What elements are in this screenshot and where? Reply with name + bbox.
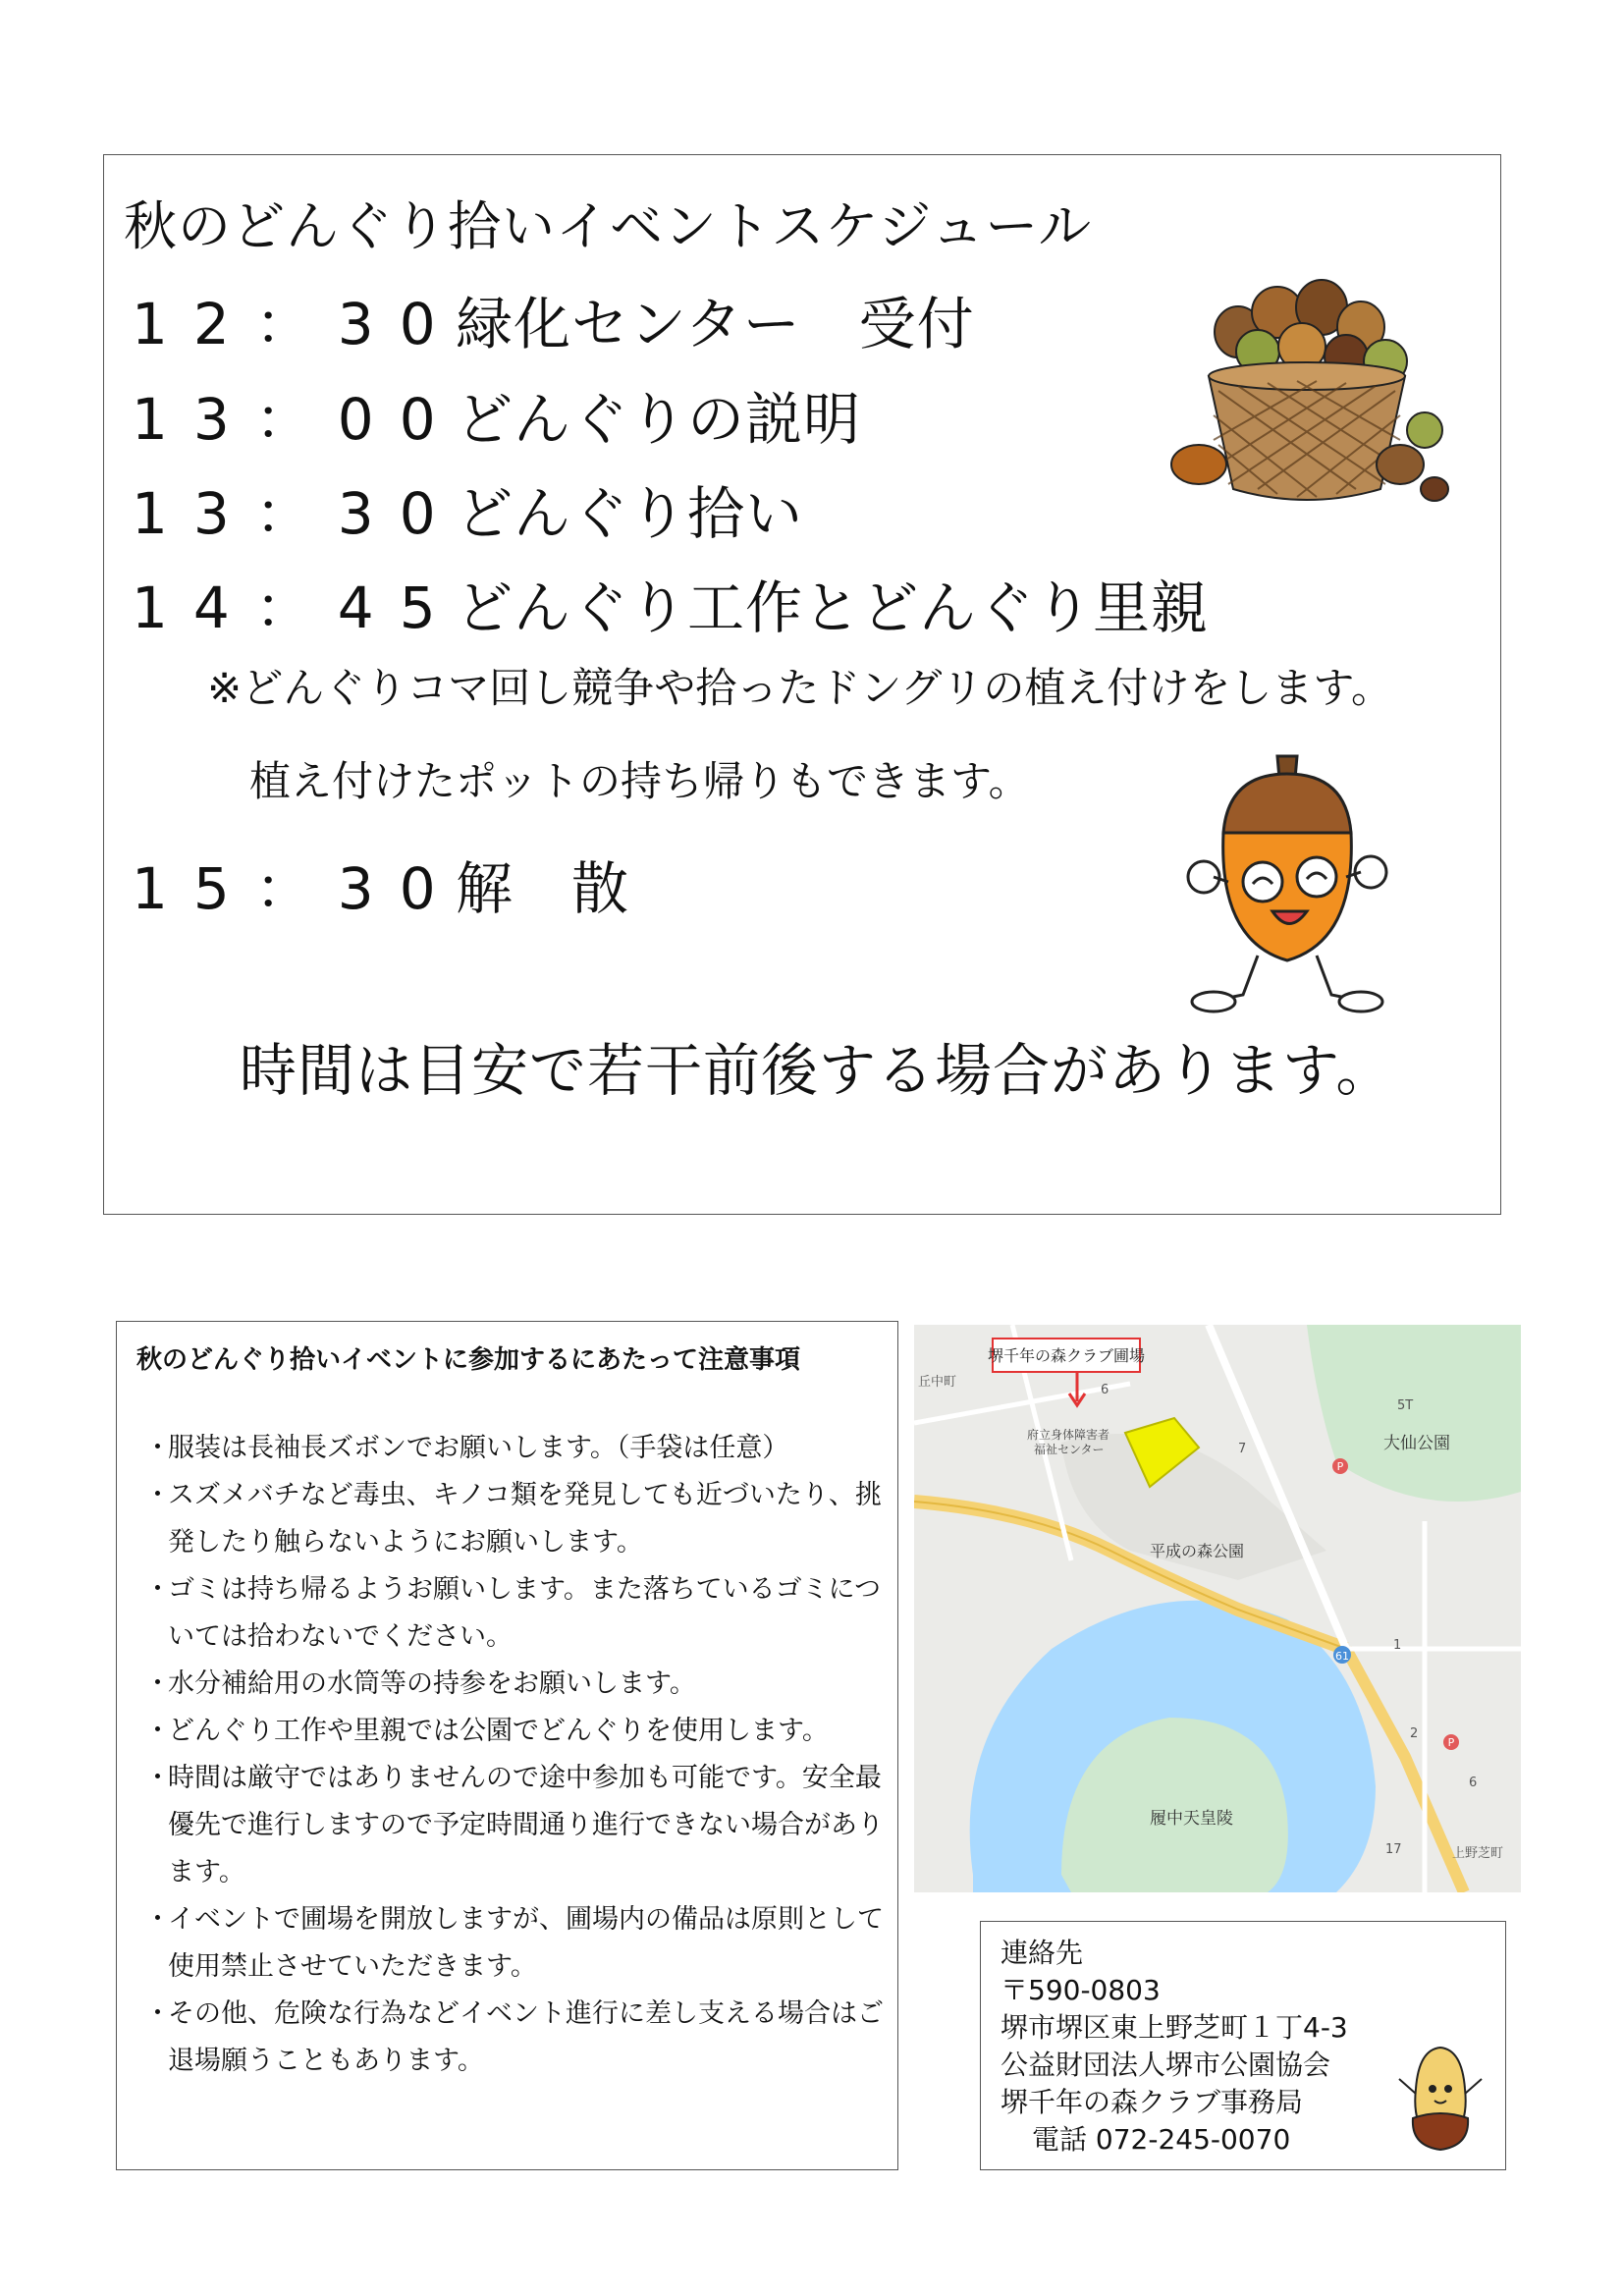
list-item: ・ 時間は厳守ではありませんので途中参加も可能です。安全最優先で進行しますので予定時間通り進行できない場合があります。 bbox=[144, 1763, 884, 1887]
map-label-6b: 6 bbox=[1101, 1383, 1109, 1397]
schedule-time: 14：45 bbox=[132, 574, 461, 641]
schedule-label: どんぐりの説明 bbox=[456, 386, 862, 453]
parking-icon-2: P bbox=[1447, 1736, 1455, 1749]
schedule-panel bbox=[103, 154, 1501, 1215]
schedule-time: 12：30 bbox=[132, 291, 461, 357]
notes-title: 秋のどんぐり拾いイベントに参加するにあたって注意事項 bbox=[136, 1345, 801, 1375]
list-item: ・ どんぐり工作や里親では公園でどんぐりを使用します。 bbox=[144, 1716, 829, 1746]
schedule-row bbox=[132, 843, 629, 925]
map-label-6: 6 bbox=[1469, 1776, 1478, 1790]
map-label-17: 17 bbox=[1385, 1842, 1402, 1857]
list-item: ・ 水分補給用の水筒等の持参をお願いします。 bbox=[144, 1668, 696, 1699]
map-label-oka: 丘中町 bbox=[918, 1375, 957, 1390]
schedule-row bbox=[132, 562, 1209, 644]
contact-address: 堺市堺区東上野芝町１丁4-3 bbox=[1001, 2011, 1348, 2044]
schedule-label: どんぐり拾い bbox=[456, 480, 804, 547]
list-item: ・ スズメバチなど毒虫、キノコ類を発見しても近づいたり、挑発したり触らないようにお願いします。 bbox=[144, 1480, 882, 1558]
list-item: ・ ゴミは持ち帰るようお願いします。また落ちているゴミについては拾わないでください。 bbox=[144, 1574, 882, 1652]
map-callout: 堺千年の森クラブ圃場 bbox=[987, 1346, 1146, 1365]
schedule-label: 解 散 bbox=[456, 855, 630, 922]
map-label-higashi: 上野芝町 bbox=[1452, 1846, 1504, 1861]
acorn-mascot-icon bbox=[1169, 754, 1405, 1019]
schedule-note-line2: 植え付けたポットの持ち帰りもできます。 bbox=[249, 757, 1030, 805]
acorn-basket-icon bbox=[1160, 253, 1454, 528]
list-item: ・ 服装は長袖長ズボンでお願いします。（手袋は任意） bbox=[144, 1433, 789, 1463]
schedule-label: 緑化センター 受付 bbox=[456, 291, 975, 357]
contact-panel bbox=[980, 1921, 1506, 2170]
schedule-label: どんぐり工作とどんぐり里親 bbox=[456, 574, 1210, 641]
acorn-small-icon bbox=[1391, 2040, 1489, 2158]
notes-list bbox=[138, 1425, 885, 2085]
map-label-center-2: 福祉センター bbox=[1034, 1443, 1105, 1456]
route-61-badge: 61 bbox=[1335, 1650, 1349, 1663]
map-label-1: 1 bbox=[1393, 1638, 1402, 1653]
contact-heading: 連絡先 bbox=[1001, 1937, 1084, 1969]
notes-panel bbox=[116, 1321, 898, 2170]
contact-phone: 電話 072-245-0070 bbox=[1032, 2123, 1291, 2156]
map-label-center: 府立身体障害者 bbox=[1027, 1428, 1110, 1442]
schedule-title: 秋のどんぐり拾いイベントスケジュール bbox=[124, 195, 1093, 257]
list-item: ・ イベントで圃場を開放しますが、圃場内の備品は原則として使用禁止させていただきます。 bbox=[144, 1904, 884, 1982]
contact-office: 堺千年の森クラブ事務局 bbox=[1001, 2086, 1304, 2118]
schedule-row bbox=[132, 467, 803, 550]
time-disclaimer: 時間は目安で若干前後する場合があります。 bbox=[240, 1037, 1394, 1104]
list-item: ・ その他、危険な行為などイベント進行に差し支える場合はご退場願うこともあります。 bbox=[144, 1998, 884, 2076]
map-label-tomb: 履中天皇陵 bbox=[1150, 1809, 1233, 1829]
schedule-time: 13：30 bbox=[132, 480, 461, 547]
map-label-heisei: 平成の森公園 bbox=[1150, 1542, 1245, 1560]
contact-org: 公益財団法人堺市公園協会 bbox=[1001, 2049, 1331, 2081]
location-map[interactable] bbox=[914, 1325, 1521, 1892]
map-label-2: 2 bbox=[1410, 1726, 1419, 1741]
schedule-row bbox=[132, 278, 975, 360]
schedule-time: 15：30 bbox=[132, 855, 461, 922]
contact-postal: 〒590-0803 bbox=[1001, 1974, 1161, 2006]
parking-icon: P bbox=[1336, 1460, 1344, 1473]
schedule-note-line1: ※どんぐりコマ回し競争や拾ったドングリの植え付けをします。 bbox=[207, 664, 1392, 712]
schedule-time: 13：00 bbox=[132, 386, 461, 453]
schedule-row bbox=[132, 373, 861, 456]
map-label-daisen: 大仙公園 bbox=[1383, 1434, 1450, 1453]
map-label-5t: 5T bbox=[1397, 1398, 1414, 1413]
map-label-7: 7 bbox=[1238, 1442, 1247, 1456]
